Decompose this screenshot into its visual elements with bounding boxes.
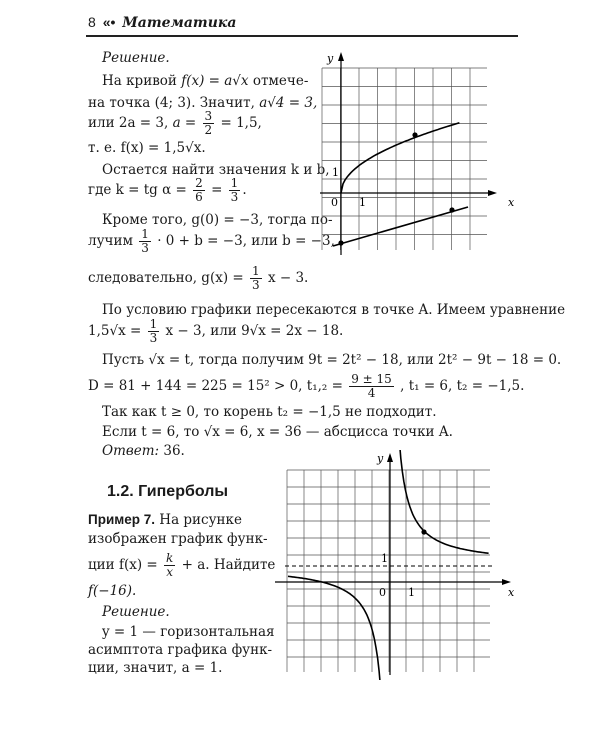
point-4-3 (412, 132, 417, 137)
sol1-line5: Остается найти значения k и b, (102, 162, 330, 178)
example7-line1 (88, 512, 242, 528)
one-y-label: 1 (332, 166, 339, 179)
numerator: 1 (252, 264, 260, 278)
origin-label: 0 (331, 196, 338, 209)
sol1-line6 (88, 177, 247, 204)
sol1-line10: По условию графики пересекаются в точке A. Имеем уравнение (102, 302, 566, 318)
denominator: 4 (367, 386, 376, 400)
sol1-line7: Кроме того, g(0) = −3, тогда по- (102, 212, 333, 228)
denominator: 3 (141, 241, 149, 255)
one-y-label: 1 (381, 552, 388, 565)
example7-solution-heading: Решение. (102, 604, 170, 620)
example7-line3 (88, 552, 275, 579)
text: . (242, 182, 247, 198)
solution-heading: Решение. (102, 50, 170, 66)
sol1-line11 (88, 318, 343, 345)
one-x-label: 1 (359, 196, 366, 209)
example7-sol-line1: y = 1 — горизонтальная (102, 624, 275, 640)
text: отмече- (252, 73, 309, 89)
denominator: 2 (204, 123, 213, 137)
fraction (203, 110, 215, 137)
line-g (333, 207, 468, 246)
page-number: 8 (88, 14, 96, 30)
text: где k = tg α = (88, 182, 187, 198)
sol1-line3 (88, 110, 262, 137)
text: На рисунке (159, 512, 242, 528)
numerator: k (166, 551, 174, 565)
example7-sol-line3: ции, значит, a = 1. (88, 660, 223, 676)
text: следовательно, g(x) = (88, 270, 244, 286)
example7-line4: f(−16). (88, 583, 137, 599)
graph-hyperbola (268, 450, 528, 680)
text: или 2a = 3, (88, 115, 169, 131)
denominator: 3 (149, 331, 158, 345)
numerator: 1 (141, 227, 149, 241)
example7-sol-line2: асимптота графика функ- (88, 642, 273, 658)
denominator: 6 (195, 190, 203, 204)
origin-label: 0 (379, 586, 386, 599)
numerator: 1 (149, 317, 158, 331)
text: лучим (88, 233, 133, 249)
formula: a√4 = 3, (259, 95, 318, 111)
fraction (139, 228, 151, 255)
point-g0 (338, 240, 343, 245)
answer-value: 36. (163, 443, 185, 459)
header-separator: «• (102, 14, 116, 30)
header-title: Математика (122, 15, 237, 31)
header-rule (86, 35, 518, 37)
denominator: 3 (252, 278, 260, 292)
numerator: 9 ± 15 (351, 372, 392, 386)
x-axis-arrow (488, 190, 497, 196)
text: = (211, 182, 223, 198)
sol1-line4: т. е. f(x) = 1,5√x. (88, 140, 206, 156)
x-label: x (508, 586, 515, 599)
sol1-line1 (102, 73, 308, 89)
sol1-line9 (88, 265, 308, 292)
text: x − 3, или 9√x = 2x − 18. (165, 323, 344, 339)
sol1-line14: Так как t ≥ 0, то корень t₂ = −1,5 не подходит. (102, 404, 437, 420)
example7-line2: изображен график функ- (88, 531, 268, 547)
grid (287, 470, 490, 672)
text: 1,5√x = (88, 323, 142, 339)
sol1-line15: Если t = 6, то √x = 6, x = 36 — абсцисса точки A. (102, 424, 453, 440)
text: = 1,5, (220, 115, 262, 131)
y-axis-arrow (387, 453, 393, 462)
formula: f(x) = a√x (181, 73, 249, 89)
section-title: 1.2. Гиперболы (107, 483, 229, 500)
grid (322, 68, 487, 250)
fraction (250, 265, 262, 292)
page-header (88, 14, 236, 31)
fraction (349, 373, 394, 400)
text: x − 3. (267, 270, 309, 286)
fraction (148, 318, 160, 345)
text: на точка (4; 3). Значит, (88, 95, 255, 111)
answer-label: Ответ: (102, 443, 160, 459)
denominator: x (166, 565, 174, 579)
example-label: Пример 7. (88, 512, 155, 527)
sol1-line12: Пусть √x = t, тогда получим 9t = 2t² − 18, или 2t² − 9t − 18 = 0. (102, 352, 562, 368)
fraction (229, 177, 241, 204)
graph-sqrt-and-line (310, 45, 520, 265)
numerator: 1 (230, 176, 239, 190)
x-label: x (508, 196, 515, 209)
text: , t₁ = 6, t₂ = −1,5. (400, 378, 525, 394)
y-label: y (377, 452, 384, 465)
sol1-line8 (88, 228, 335, 255)
text: + a. Найдите (181, 557, 276, 573)
text: D = 81 + 144 = 225 = 15² > 0, t₁,₂ = (88, 378, 343, 394)
text: На кривой (102, 73, 177, 89)
text: ции f(x) = (88, 557, 158, 573)
one-x-label: 1 (408, 586, 415, 599)
numerator: 2 (195, 176, 203, 190)
formula: a = (172, 115, 197, 131)
x-axis-arrow (502, 579, 511, 585)
point-A (449, 207, 454, 212)
point-on-hyperbola (421, 529, 426, 534)
hyperbola-left-branch (288, 576, 381, 680)
denominator: 3 (230, 190, 239, 204)
sol1-line2 (88, 95, 317, 111)
y-axis-arrow (338, 52, 344, 61)
fraction (164, 552, 175, 579)
y-label: y (327, 52, 334, 65)
answer-line (102, 443, 185, 459)
sol1-line13 (88, 373, 524, 400)
numerator: 3 (204, 109, 213, 123)
text: · 0 + b = −3, или b = −3, (157, 233, 335, 249)
fraction (193, 177, 205, 204)
